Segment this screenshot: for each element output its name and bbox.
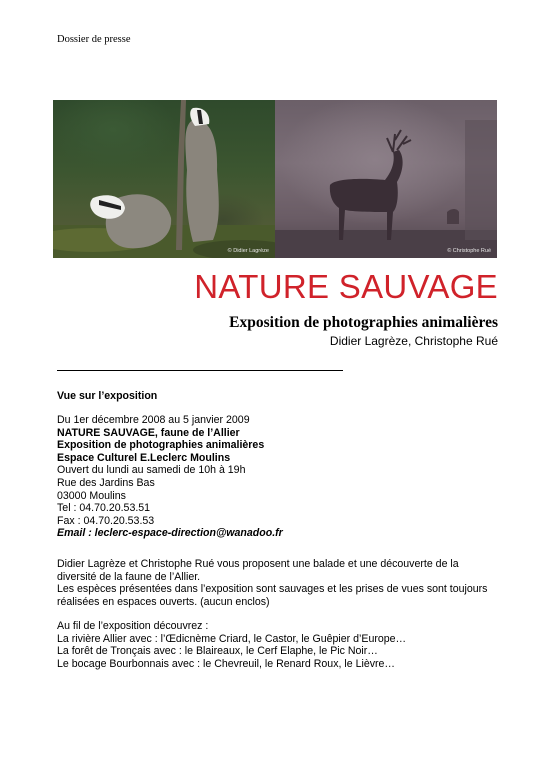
photo-credit-right: © Christophe Rué: [447, 248, 491, 254]
exhibition-title: NATURE SAUVAGE: [194, 268, 498, 305]
exhibition-type: Exposition de photographies animalières: [57, 439, 265, 452]
deer-illustration: [275, 100, 497, 258]
phone-number: Tel : 04.70.20.53.51: [57, 502, 151, 515]
email-address[interactable]: Email : leclerc-espace-direction@wanadoo.fr: [57, 527, 283, 540]
description-line: diversité de la faune de l’Allier.: [57, 570, 201, 583]
venue-name: Espace Culturel E.Leclerc Moulins: [57, 451, 231, 464]
description-paragraph: [57, 558, 487, 608]
exhibition-subtitle: Exposition de photographies animalières: [229, 314, 498, 331]
authors-line: Didier Lagrèze, Christophe Rué: [329, 334, 498, 348]
street-address: Rue des Jardins Bas: [57, 476, 155, 489]
document-label: Dossier de presse: [57, 34, 131, 45]
section-divider: [57, 370, 343, 371]
description-line: Les espèces présentées dans l’exposition sont sauvages et les prises de vues sont toujours: [57, 583, 488, 596]
opening-hours: Ouvert du lundi au samedi de 10h à 19h: [57, 464, 246, 477]
dates-line: Du 1er décembre 2008 au 5 janvier 2009: [57, 414, 250, 426]
deer-photo: [275, 100, 497, 258]
list-item: La forêt de Tronçais avec : le Blaireaux, le Cerf Elaphe, le Pic Noir…: [57, 645, 378, 658]
discover-intro: Au fil de l’exposition découvrez :: [57, 620, 209, 632]
description-line: Didier Lagrèze et Christophe Rué vous proposent une balade et une découverte de la: [57, 558, 459, 570]
section-heading: Vue sur l’exposition: [57, 390, 158, 402]
city-address: 03000 Moulins: [57, 489, 126, 502]
discover-list: [57, 620, 406, 670]
badger-photo: [53, 100, 275, 258]
list-item: La rivière Allier avec : l’Œdicnème Criard, le Castor, le Guêpier d’Europe…: [57, 632, 407, 645]
list-item: Le bocage Bourbonnais avec : le Chevreuil, le Renard Roux, le Lièvre…: [57, 657, 396, 670]
fax-number: Fax : 04.70.20.53.53: [57, 514, 155, 527]
description-line: réalisées en espaces ouverts. (aucun enclos): [57, 595, 270, 608]
exhibition-info: [57, 414, 283, 540]
exhibition-name: NATURE SAUVAGE, faune de l’Allier: [57, 426, 240, 439]
badger-illustration: [53, 100, 275, 258]
photo-credit-left: © Didier Lagrèze: [227, 248, 269, 254]
